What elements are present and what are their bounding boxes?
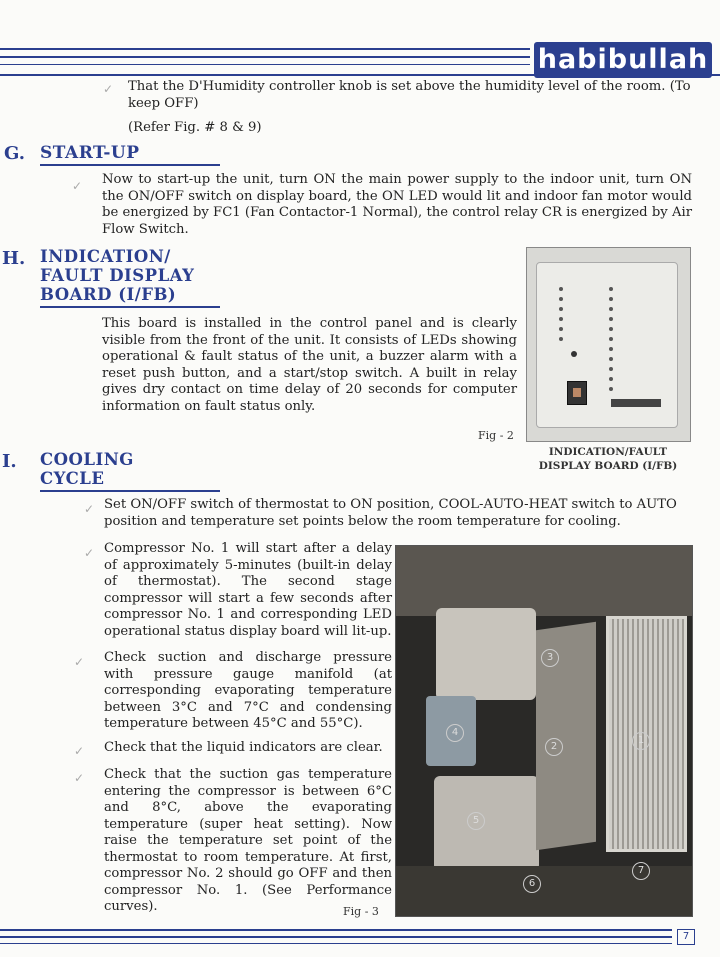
header-rule-top <box>0 48 530 50</box>
led-indicator <box>559 337 563 341</box>
indication-board-figure <box>526 247 691 442</box>
section-h-title-line3: BOARD (I/FB) <box>40 285 177 304</box>
section-i-title-line1: COOLING <box>40 450 134 469</box>
check-mark-icon: ✓ <box>103 82 114 96</box>
photo-top-frame <box>396 546 692 616</box>
callout-marker: 1 <box>632 732 650 750</box>
section-g-text: Now to start-up the unit, turn ON the main power supply to the indoor unit, turn ON the ON/OFF switch on display board, the ON LED would lit and indoor fan motor would be energized by FC1 (Fan Contactor-1 Normal), the control relay CR is energized by Air Flow Switch. <box>102 172 692 237</box>
footer-rule-2 <box>0 936 672 938</box>
reset-button <box>571 351 577 357</box>
cooling-item-1: Set ON/OFF switch of thermostat to ON position, COOL-AUTO-HEAT switch to AUTO position and temperature set points below the room temperature for cooling. <box>104 497 677 529</box>
footer-rule-1 <box>0 929 672 931</box>
cooling-unit-photo <box>395 545 693 917</box>
cooling-item-5: Check that the suction gas temperature entering the compressor is between 6°C and 8°C, above the evaporating temperature (super heat setting). Now raise the temperature set point of the thermostat to room temperature. At first, compressor No. 2 should go OFF and then compressor No. 1. (See Performance curves). <box>104 767 392 914</box>
board-faceplate <box>536 262 678 428</box>
section-g-title: START-UP <box>40 143 140 163</box>
led-indicator <box>609 357 613 361</box>
led-indicator <box>609 387 613 391</box>
section-h-letter: H. <box>2 248 26 269</box>
intro-reference: (Refer Fig. # 8 & 9) <box>128 120 262 135</box>
led-indicator <box>609 297 613 301</box>
cooling-item-2: Compressor No. 1 will start after a delay of approximately 5-minutes (built-in delay of thermostat). The second stage compressor will start a few seconds after compressor No. 1 and corresponding LED operational status display board will lit-up. <box>104 541 392 639</box>
led-indicator <box>609 347 613 351</box>
intro-text: That the D'Humidity controller knob is set above the humidity level of the room. (To keep OFF) <box>128 79 691 111</box>
callout-marker: 2 <box>545 738 563 756</box>
led-indicator <box>609 377 613 381</box>
led-indicator <box>609 307 613 311</box>
check-mark-icon: ✓ <box>72 179 83 193</box>
led-indicator <box>609 337 613 341</box>
start-stop-switch <box>567 381 587 405</box>
check-mark-icon: ✓ <box>74 771 85 785</box>
check-mark-icon: ✓ <box>84 546 95 560</box>
callout-marker: 4 <box>446 724 464 742</box>
fig-3-label: Fig - 3 <box>343 905 379 918</box>
section-h-underline <box>40 306 220 308</box>
callout-marker: 6 <box>523 875 541 893</box>
section-i-letter: I. <box>2 451 17 472</box>
led-indicator <box>559 287 563 291</box>
callout-marker: 3 <box>541 649 559 667</box>
blower-housing-upper <box>436 608 536 700</box>
section-g-underline <box>40 164 220 166</box>
check-mark-icon: ✓ <box>84 502 95 516</box>
section-h-title-line2: FAULT DISPLAY <box>40 266 195 285</box>
callout-marker: 7 <box>632 862 650 880</box>
section-h-text: This board is installed in the control panel and is clearly visible from the front of the unit. It consists of LEDs showing operational & fault status of the unit, a buzzer alarm with a reset push button, and a start/stop switch. A built in relay gives dry contact on time delay of 20 seconds for computer information on fault status only. <box>102 316 517 414</box>
callout-marker: 5 <box>467 812 485 830</box>
led-indicator <box>609 317 613 321</box>
led-indicator <box>559 327 563 331</box>
section-h-title-line1: INDICATION/ <box>40 247 171 266</box>
brand-logo: habibullah <box>534 42 712 78</box>
page-number: 7 <box>677 929 695 945</box>
fig-2-caption-line1: INDICATION/FAULT <box>548 446 668 458</box>
header-rule-mid <box>0 56 530 58</box>
check-mark-icon: ✓ <box>74 744 85 758</box>
footer-rule-3 <box>0 943 672 944</box>
led-indicator <box>609 287 613 291</box>
led-indicator <box>609 327 613 331</box>
section-i-title-line2: CYCLE <box>40 469 105 488</box>
fig-2-label: Fig - 2 <box>478 429 514 442</box>
led-indicator <box>609 367 613 371</box>
section-i-underline <box>40 490 220 492</box>
check-mark-icon: ✓ <box>74 655 85 669</box>
header-rule-bottom <box>0 64 530 65</box>
led-indicator <box>559 297 563 301</box>
cooling-item-3: Check suction and discharge pressure with pressure gauge manifold (at corresponding evaporating temperature between 3°C and 7°C and condensing temperature between 45°C and 55°C). <box>104 650 392 731</box>
led-indicator <box>559 317 563 321</box>
section-g-letter: G. <box>4 143 25 164</box>
fig-2-caption-line2: DISPLAY BOARD (I/FB) <box>538 460 678 472</box>
cooling-item-4: Check that the liquid indicators are clear. <box>104 740 383 755</box>
blower-housing-lower <box>434 776 539 871</box>
board-brand-plate <box>611 399 661 407</box>
led-indicator <box>559 307 563 311</box>
